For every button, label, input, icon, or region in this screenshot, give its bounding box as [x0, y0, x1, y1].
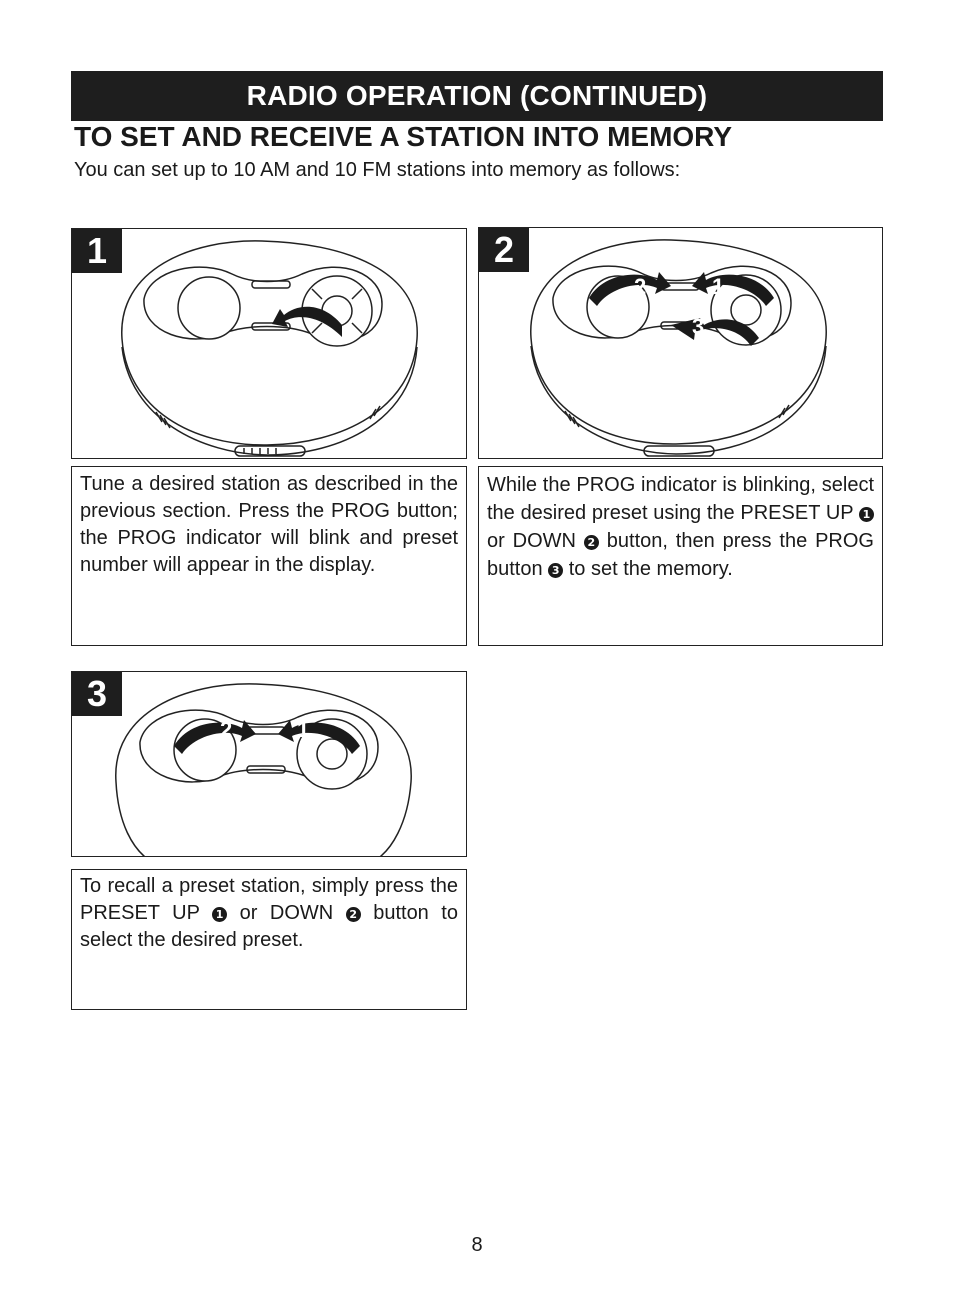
- step-1-figure: [71, 228, 467, 459]
- step-1-paragraph: [80, 471, 458, 579]
- text-run: Tune a desired station as described in the previous section. Press the PROG button; the PROG indicator will blink and preset number will appear in the display.: [80, 473, 458, 576]
- intro-text: You can set up to 10 AM and 10 FM stations into memory as follows:: [74, 159, 681, 181]
- circled-number-icon: 2: [584, 535, 599, 550]
- step-3-paragraph: [80, 873, 458, 954]
- callout-2: 2: [220, 717, 233, 742]
- cd-player-illustration: [479, 228, 883, 459]
- circled-number-icon: 1: [859, 507, 874, 522]
- callout-2: 2: [634, 274, 647, 299]
- text-run: or DOWN: [227, 902, 346, 924]
- section-title: TO SET AND RECEIVE A STATION INTO MEMORY: [74, 121, 733, 152]
- circled-number-icon: 2: [346, 907, 361, 922]
- step-2-number: 2: [479, 228, 529, 272]
- step-3-text: [71, 869, 467, 1010]
- section-banner: RADIO OPERATION (CONTINUED): [71, 71, 883, 121]
- callout-1: 1: [712, 274, 725, 299]
- text-run: button to select the desired preset.: [80, 902, 458, 951]
- text-run: To recall a preset station, simply press the PRESET UP: [80, 875, 458, 924]
- circled-number-icon: 3: [548, 563, 563, 578]
- callout-3: 3: [692, 314, 705, 339]
- step-3-number: 3: [72, 672, 122, 716]
- step-2-paragraph: [487, 471, 874, 583]
- step-2-figure: [478, 227, 883, 459]
- step-2-text: [478, 466, 883, 646]
- step-3-figure: [71, 671, 467, 857]
- text-run: to set the memory.: [563, 558, 733, 580]
- cd-player-illustration: [72, 229, 467, 459]
- cd-player-illustration: [72, 672, 467, 857]
- step-1-number: 1: [72, 229, 122, 273]
- page-number: 8: [471, 1234, 483, 1256]
- step-1-text: [71, 466, 467, 646]
- text-run: or DOWN: [487, 530, 584, 552]
- circled-number-icon: 1: [212, 907, 227, 922]
- text-run: While the PROG indicator is blinking, select the desired preset using the PRESET UP: [487, 474, 874, 524]
- text-run: button, then press the PROG button: [487, 530, 874, 580]
- callout-1: 1: [297, 717, 310, 742]
